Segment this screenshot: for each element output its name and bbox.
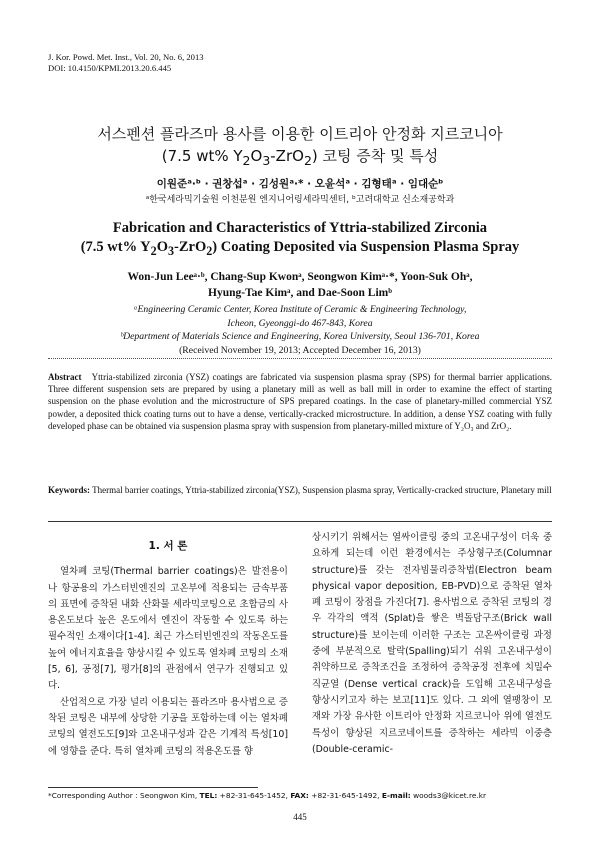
keywords-label: Keywords: — [48, 485, 90, 495]
korean-affiliation: ᵃ한국세라믹기술원 이천분원 엔지니어링세라믹센터, ᵇ고려대학교 신소재공학과 — [145, 195, 455, 205]
korean-subtitle: (7.5 wt% $Y_2O_3-ZrO_2$) 코팅 증착 및 특성 — [161, 147, 439, 168]
section-title: 1. 서 론 — [148, 540, 188, 552]
paragraph: 열차폐 코팅(Thermal barrier coatings)은 발전용이나 항공용의 가스터빈엔진의 고온부에 적용되는 금속부품의 표면에 증착된 내화 산화물 세라믹코팅으로 초합금의 사용온도보다 높은 온도에서 엔진이 작동할 수 있도록 하는 필수적인 소재이다[1-4]. 최근 가스터빈엔진의 작동온도를 높여 에너지효율을 향상시킬 수 있도록 열차폐 코팅의 소재[5, 6], 공정[7], 평가[8]의 관점에서 연구가 진행되고 있다. — [48, 566, 288, 692]
paragraph: 산업적으로 가장 널리 이용되는 플라즈마 용사법으로 증착된 코팅은 내부에 상당한 기공을 포함하는데 이는 열차폐 코팅의 열전도도[9]와 고온내구성과 같은 기계적 특성[10]에 영향을 준다. 특히 열차폐 코팅의 적용온도를 향 — [48, 696, 288, 757]
body-column-left — [48, 530, 288, 760]
english-authors: Won-Jun Leeᵃ·ᵇ, Chang-Sup Kwonᵃ, Seongwon Kimᵃ·*, Yoon-Suk Ohᵃ, Hyung-Tae Kimᵃ, and Dae-Soon Limᵇ — [127, 271, 473, 299]
page-number: 445 — [293, 812, 307, 822]
email-link[interactable]: woods3@kicet.re.kr — [413, 791, 487, 800]
english-affiliations: ᵃEngineering Ceramic Center, Korea Institute of Ceramic & Engineering Technology, Icheon, Gyeonggi-do 467-843, Korea ᵇDepartment of Materials Science and Engineering, Korea University, Seoul 136-701, Korea — [120, 304, 480, 342]
korean-title: 서스펜션 플라즈마 용사를 이용한 이트리아 안정화 지르코니아 — [97, 125, 503, 143]
korean-authors: 이원준ᵃ·ᵇ · 권창섭ᵃ · 김성원ᵃ·* · 오윤석ᵃ · 김형태ᵃ · 임대순ᵇ — [156, 178, 444, 190]
footnote: *Corresponding Author : Seongwon Kim, TEL: +82-31-645-1452, FAX: +82-31-645-1492, E-mail: woods3@kicet.re.kr — [48, 791, 487, 800]
received-dates: (Received November 19, 2013; Accepted December 16, 2013) — [179, 345, 421, 356]
solid-divider — [48, 521, 552, 522]
abstract — [48, 371, 552, 432]
english-title — [0, 219, 600, 261]
abstract-label: Abstract — [48, 372, 82, 382]
footnote-divider — [48, 787, 258, 788]
journal-citation: J. Kor. Powd. Met. Inst., Vol. 20, No. 6, 2013 — [48, 52, 204, 62]
english-title-line1: Fabrication and Characteristics of Yttria-stabilized Zirconia — [112, 220, 488, 236]
paragraph: 상시키기 위해서는 열싸이클링 중의 고온내구성이 더욱 중요하게 되는데 이런 환경에서는 주상형구조(Columnar structure)를 갖는 전자빔물리증착법(Electron beam physical vapor deposition, EB-PVD)으로 증착된 열차폐 코팅이 장점을 가진다[7]. 용사법으로 증착된 코팅의 경우 각각의 액적 (Splat)을 쌓은 벽돌담구조(Brick wall structure)를 보이는데 이러한 구조는 고온싸이클링 과정 중에 부분적으로 탈락(Spalling)되기 쉬워 고온내구성이 취약하므로 증착조건을 조정하여 증착공정 전후에 치밀수직균열 (Dense vertical crack)을 도입해 고온내구성을 향상시키고자 하는 보고[11]도 있다. 그 외에 열팽창이 모재와 가장 유사한 이트리아 안정화 지르코니아 위에 열전도특성이 향상된 지르코네이트를 증착하는 세라믹 이중층(Double-ceramic- — [312, 532, 552, 755]
dotted-divider — [48, 358, 552, 359]
body-column-right — [312, 530, 552, 758]
keywords-text: Thermal barrier coatings, Yttria-stabilized zirconia(YSZ), Suspension plasma spray, Vertically-cracked structure, Planetary mill — [92, 485, 552, 495]
journal-header — [48, 52, 204, 74]
journal-doi: DOI: 10.4150/KPMI.2013.20.6.445 — [48, 63, 172, 73]
english-title-line2: (7.5 wt% $Y_2O_3-ZrO_2$) Coating Deposited via Suspension Plasma Spray — [80, 239, 520, 258]
abstract-text: Yttria-stabilized zirconia (YSZ) coatings are fabricated via suspension plasma spray (SPS) for thermal barrier applications. Three different suspension sets are prepared by using a planetary mill as well as ball mill in order to examine the effect of starting suspension on the phase evolution and the microstructure of SPS prepared coatings. In the case of planetary-milled commercial YSZ powder, a deposited thick coating turns out to have a dense, vertically-cracked microstructure. In addition, a dense YSZ coating with fully developed phase can be obtained via suspension plasma spray with suspension from planetary-milled mixture of Y₂O₃ and ZrO₂. — [48, 372, 552, 431]
keywords — [48, 484, 552, 496]
